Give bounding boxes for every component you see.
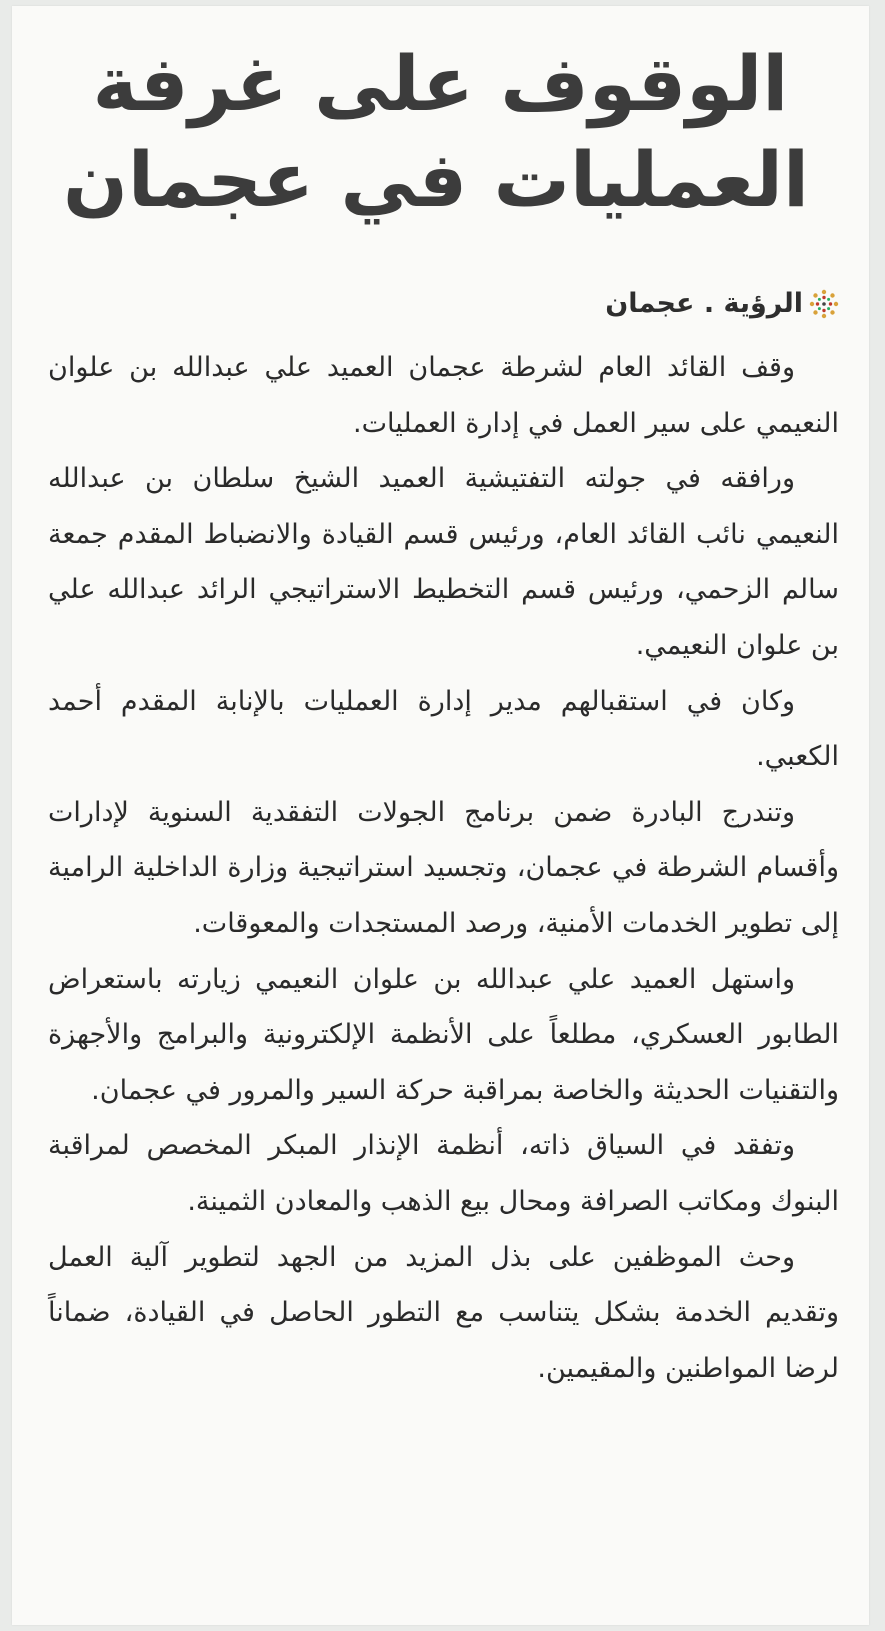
headline-line-2: العمليات في عجمان (62, 135, 809, 224)
article (12, 6, 869, 1625)
paragraph-2: ورافقه في جولته التفتيشية العميد الشيخ سلطان بن عبدالله النعيمي نائب القائد العام، ورئيس قسم القيادة والانضباط المقدم جمعة سالم الزحمي، ورئيس قسم التخطيط الاستراتيجي الرائد عبدالله علي بن علوان النعيمي. (48, 463, 839, 661)
article-body (48, 340, 839, 1396)
byline-text: الرؤية . عجمان (605, 288, 803, 319)
paragraph-4: وتندرج البادرة ضمن برنامج الجولات التفقدية السنوية لإدارات وأقسام الشرطة في عجمان، وتجسيد استراتيجية وزارة الداخلية الرامية إلى تطوير الخدمات الأمنية، ورصد المستجدات والمعوقات. (48, 796, 839, 939)
paragraph-6: وتفقد في السياق ذاته، أنظمة الإنذار المبكر المخصص لمراقبة البنوك ومكاتب الصرافة ومحال بيع الذهب والمعادن الثمينة. (48, 1130, 839, 1217)
headline-line-1: الوقوف على غرفة (92, 39, 789, 128)
roya-dots-logo-icon (809, 289, 839, 319)
paragraph-1: وقف القائد العام لشرطة عجمان العميد علي عبدالله بن علوان النعيمي على سير العمل في إدارة العمليات. (48, 352, 839, 439)
paragraph-3: وكان في استقبالهم مدير إدارة العمليات بالإنابة المقدم أحمد الكعبي. (48, 685, 839, 773)
newspaper-clipping (12, 6, 869, 1625)
headline (62, 36, 809, 228)
paragraph-5: واستهل العميد علي عبدالله بن علوان النعيمي زيارته باستعراض الطابور العسكري، مطلعاً على الأنظمة الإلكترونية والبرامج والأجهزة والتقنيات الحديثة والخاصة بمراقبة حركة السير والمرور في عجمان. (48, 963, 839, 1106)
paragraph-7: وحث الموظفين على بذل المزيد من الجهد لتطوير آلية العمل وتقديم الخدمة بشكل يتناسب مع التطور الحاصل في القيادة، ضماناً لرضا المواطنين والمقيمين. (48, 1241, 839, 1384)
byline (605, 288, 839, 319)
